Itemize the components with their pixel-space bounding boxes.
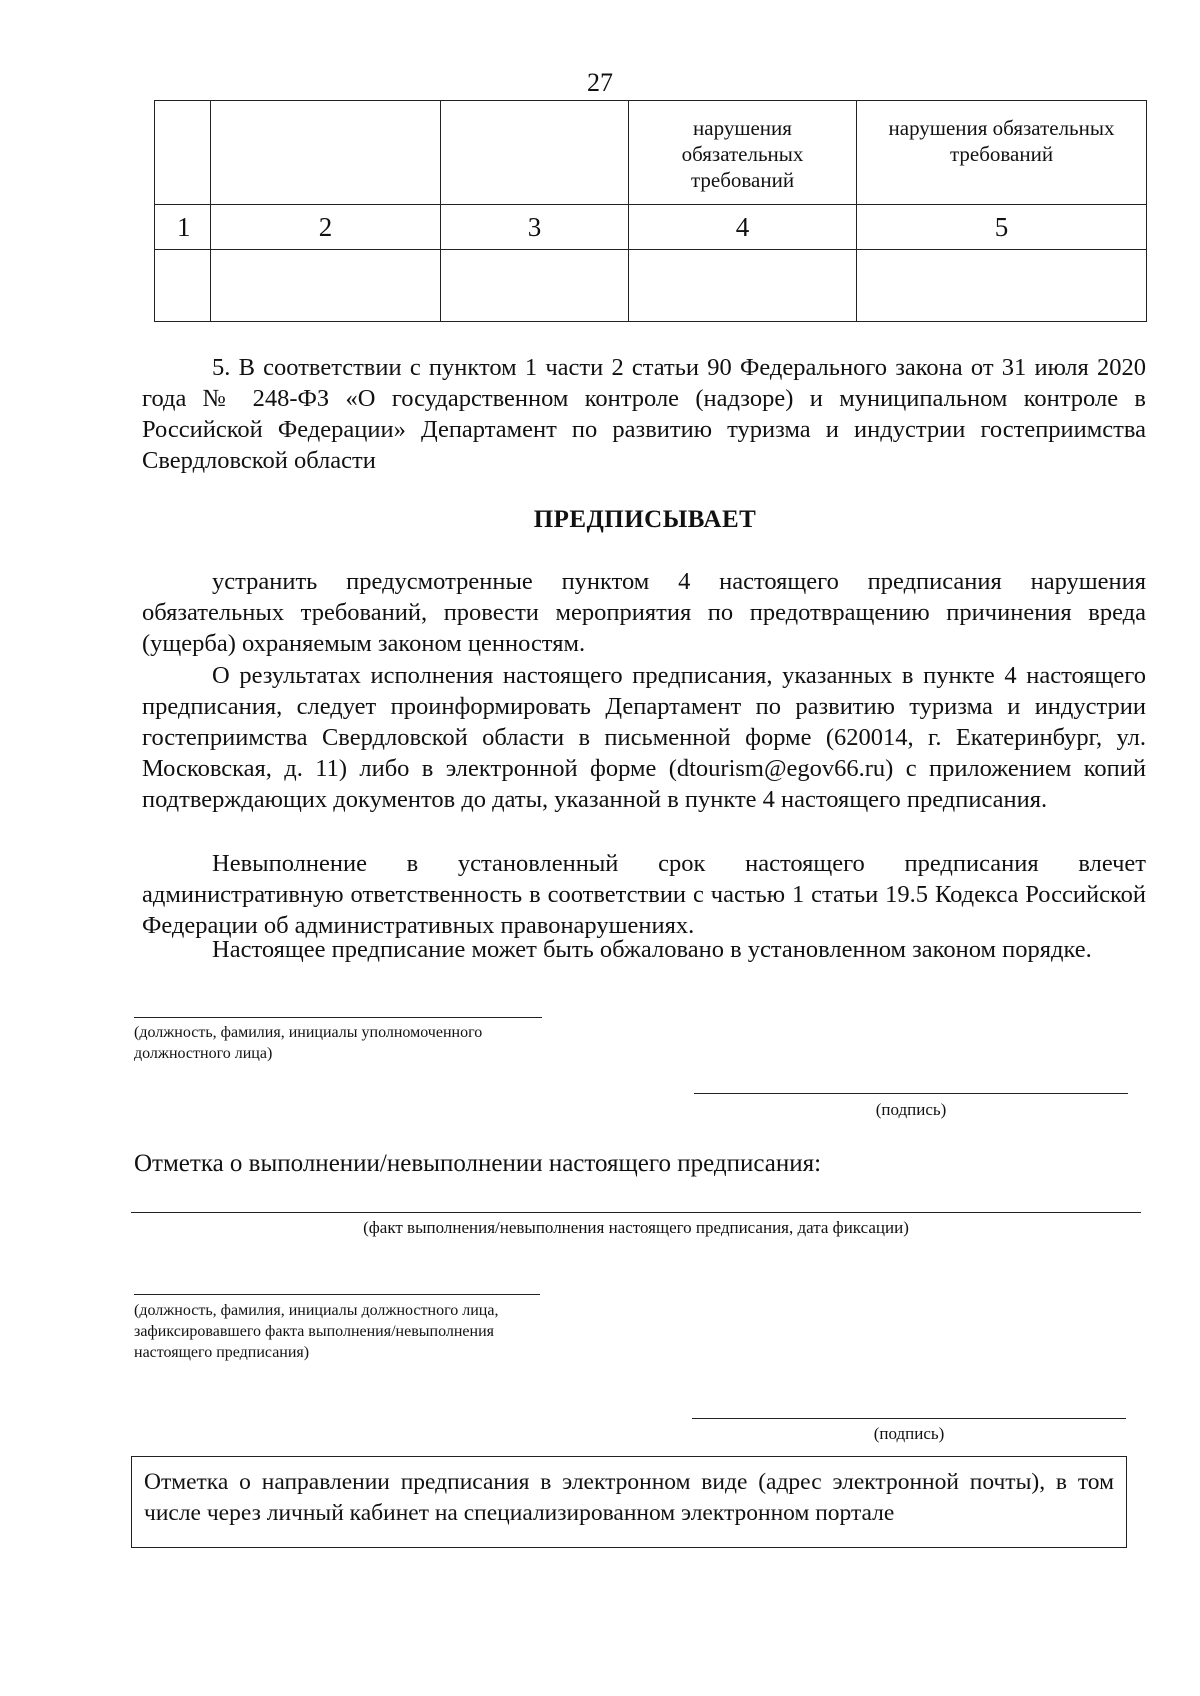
table-empty-cell-3 [441, 250, 629, 322]
recording-official-line [134, 1294, 540, 1295]
signature-caption: (подпись) [875, 1100, 947, 1119]
table-number-cell-3: 3 [441, 205, 629, 250]
table-number-row [155, 205, 1147, 250]
body-paragraph-1: устранить предусмотренные пунктом 4 настоящего предписания нарушения обязательных требований, провести мероприятия по предотвращению причинения вреда (ущерба) охраняемым законом ценностям. [142, 568, 1146, 657]
body-paragraph-3: Невыполнение в установленный срок настоящего предписания влечет административную ответственность в соответствии с частью 1 статьи 19.5 Кодекса Российской Федерации об административных правонарушениях. [142, 850, 1146, 939]
body-paragraph-4: Настоящее предписание может быть обжаловано в установленном законом порядке. [212, 936, 1092, 963]
table-number-cell-5: 5 [857, 205, 1147, 250]
execution-mark-title: Отметка о выполнении/невыполнении настоящего предписания: [134, 1150, 822, 1177]
violations-table [154, 100, 1147, 322]
table-header-cell-2 [211, 101, 441, 205]
signature-caption-2: (подпись) [873, 1424, 945, 1443]
table-empty-cell-4 [629, 250, 857, 322]
table-header-cell-3 [441, 101, 629, 205]
official-caption: (должность, фамилия, инициалы уполномоченного должностного лица) [134, 1024, 483, 1062]
table-number-cell-4: 4 [629, 205, 857, 250]
table-header-cell-4: нарушения обязательных требований [629, 101, 857, 205]
page-number: 27 [587, 68, 613, 97]
table-empty-cell-5 [857, 250, 1147, 322]
table-header-cell-5: нарушения обязательных требований [857, 101, 1147, 205]
table-empty-cell-1 [155, 250, 211, 322]
table-header-cell-1 [155, 101, 211, 205]
paragraph-5: 5. В соответствии с пунктом 1 части 2 статьи 90 Федерального закона от 31 июля 2020 года № 248-ФЗ «О государственном контроле (надзоре) и муниципальном контроле в Российской Федерации» Департамент по развитию туризма и индустрии гостеприимства Свердловской области [142, 354, 1146, 474]
document-heading: ПРЕДПИСЫВАЕТ [533, 506, 757, 533]
body-paragraph-2: О результатах исполнения настоящего предписания, указанных в пункте 4 настоящего предписания, следует проинформировать Департамент по развитию туризма и индустрии гостеприимства Свердловской области в письменной форме (620014, г. Екатеринбург, ул. Московская, д. 11) либо в электронной форме (dtourism@egov66.ru) с приложением копий подтверждающих документов до даты, указанной в пункте 4 настоящего предписания. [142, 662, 1146, 813]
electronic-delivery-note: Отметка о направлении предписания в электронном виде (адрес электронной почты), в том числе через личный кабинет на специализированном электронном портале [131, 1456, 1127, 1548]
fact-caption: (факт выполнения/невыполнения настоящего предписания, дата фиксации) [363, 1218, 909, 1237]
table-number-cell-1: 1 [155, 205, 211, 250]
table-header-row [155, 101, 1147, 205]
table-empty-row [155, 250, 1147, 322]
table-number-cell-2: 2 [211, 205, 441, 250]
signature-line-2 [692, 1418, 1126, 1419]
recording-official-caption: (должность, фамилия, инициалы должностного лица, зафиксировавшего факта выполнения/невыполнения настоящего предписания) [134, 1302, 499, 1361]
fact-line [131, 1212, 1141, 1213]
official-name-line [134, 1017, 542, 1018]
signature-line [694, 1093, 1128, 1094]
table-empty-cell-2 [211, 250, 441, 322]
